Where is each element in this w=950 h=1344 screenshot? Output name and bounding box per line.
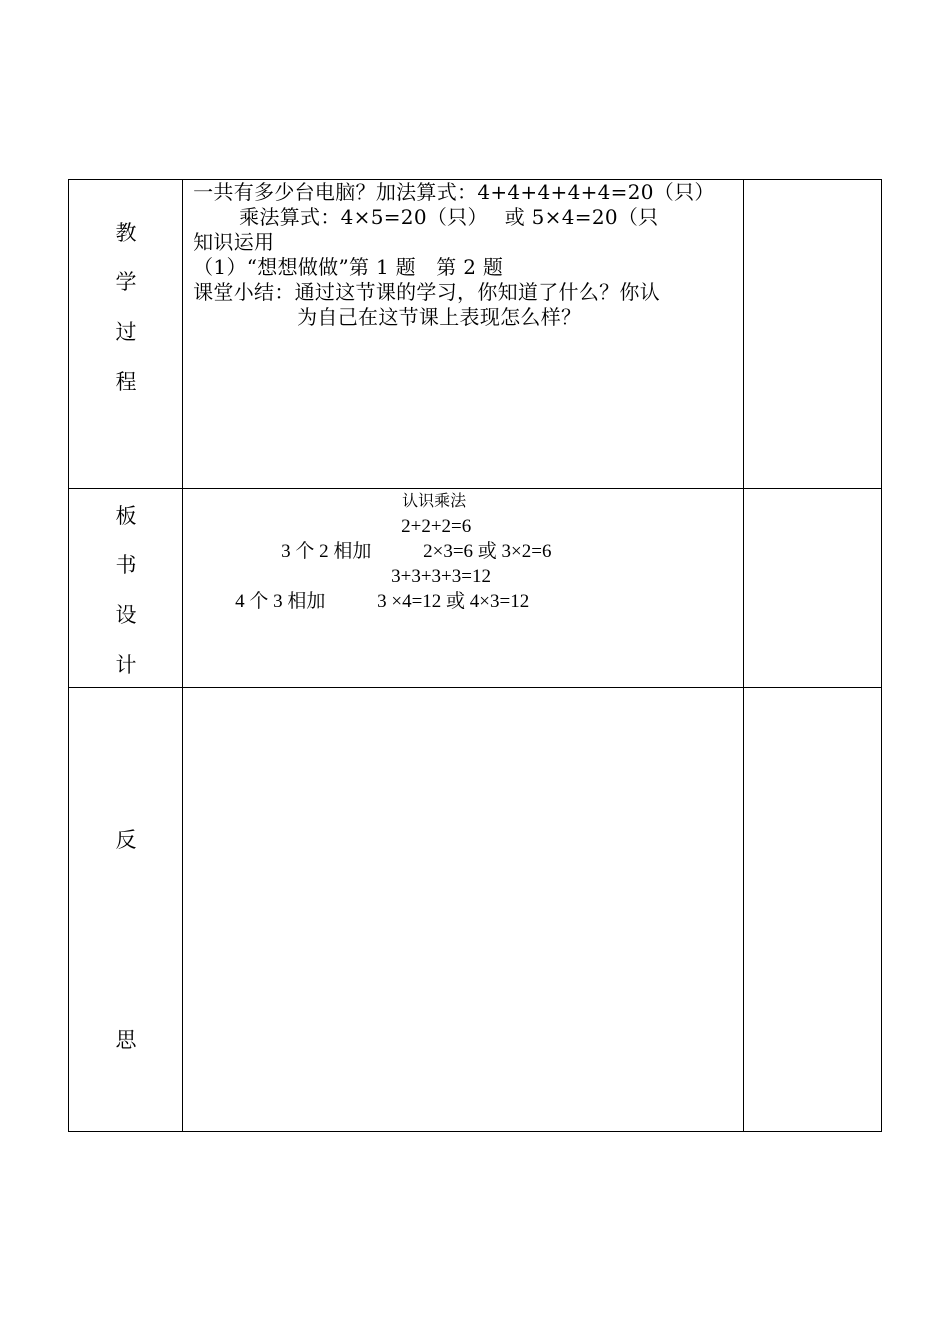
- label-char: 计: [115, 653, 137, 677]
- label-char: 学: [115, 270, 137, 294]
- label-char: 程: [115, 370, 137, 394]
- board-design-label-cell: [69, 489, 183, 688]
- board-equation: 3 ×4=12 或 4×3=12: [377, 591, 530, 612]
- teaching-process-row: [69, 180, 882, 489]
- reflection-note-cell: [743, 688, 881, 1132]
- reflection-row: [69, 688, 882, 1132]
- label-char: 反: [115, 828, 137, 852]
- teaching-process-content-cell: [183, 180, 744, 489]
- process-line: 课堂小结：通过这节课的学习，你知道了什么？你认: [193, 280, 661, 304]
- process-line: 一共有多少台电脑？加法算式：4+4+4+4+4=20（只）: [193, 180, 715, 204]
- board-equation: 3+3+3+3=12: [391, 566, 491, 587]
- board-equation-label: 4 个 3 相加: [235, 591, 326, 612]
- label-char: 教: [115, 221, 137, 245]
- label-char: 过: [115, 320, 137, 344]
- board-title: 认识乘法: [402, 493, 467, 510]
- label-char: 书: [115, 553, 137, 577]
- teaching-process-label-cell: [69, 180, 183, 489]
- process-line: （1）“想想做做”第 1 题 第 2 题: [193, 255, 504, 279]
- board-equation: 2×3=6 或 3×2=6: [423, 541, 552, 562]
- board-equation-label: 3 个 2 相加: [281, 541, 372, 562]
- reflection-label-cell: [69, 688, 183, 1132]
- board-equation: 2+2+2=6: [401, 516, 472, 537]
- reflection-content-cell: [183, 688, 744, 1132]
- label-char: 思: [115, 1028, 137, 1052]
- teaching-process-note-cell: [743, 180, 881, 489]
- board-design-content-cell: [183, 489, 744, 688]
- board-design-row: [69, 489, 882, 688]
- process-line: 乘法算式：4×5=20（只） 或 5×4=20（只: [239, 205, 659, 229]
- label-char: 设: [115, 603, 137, 627]
- process-line: 为自己在这节课上表现怎么样？: [297, 305, 582, 329]
- process-line: 知识运用: [193, 230, 275, 254]
- lesson-plan-table: [68, 179, 882, 1132]
- label-char: 板: [115, 504, 137, 528]
- teaching-process-text: [183, 180, 743, 330]
- board-design-note-cell: [743, 489, 881, 688]
